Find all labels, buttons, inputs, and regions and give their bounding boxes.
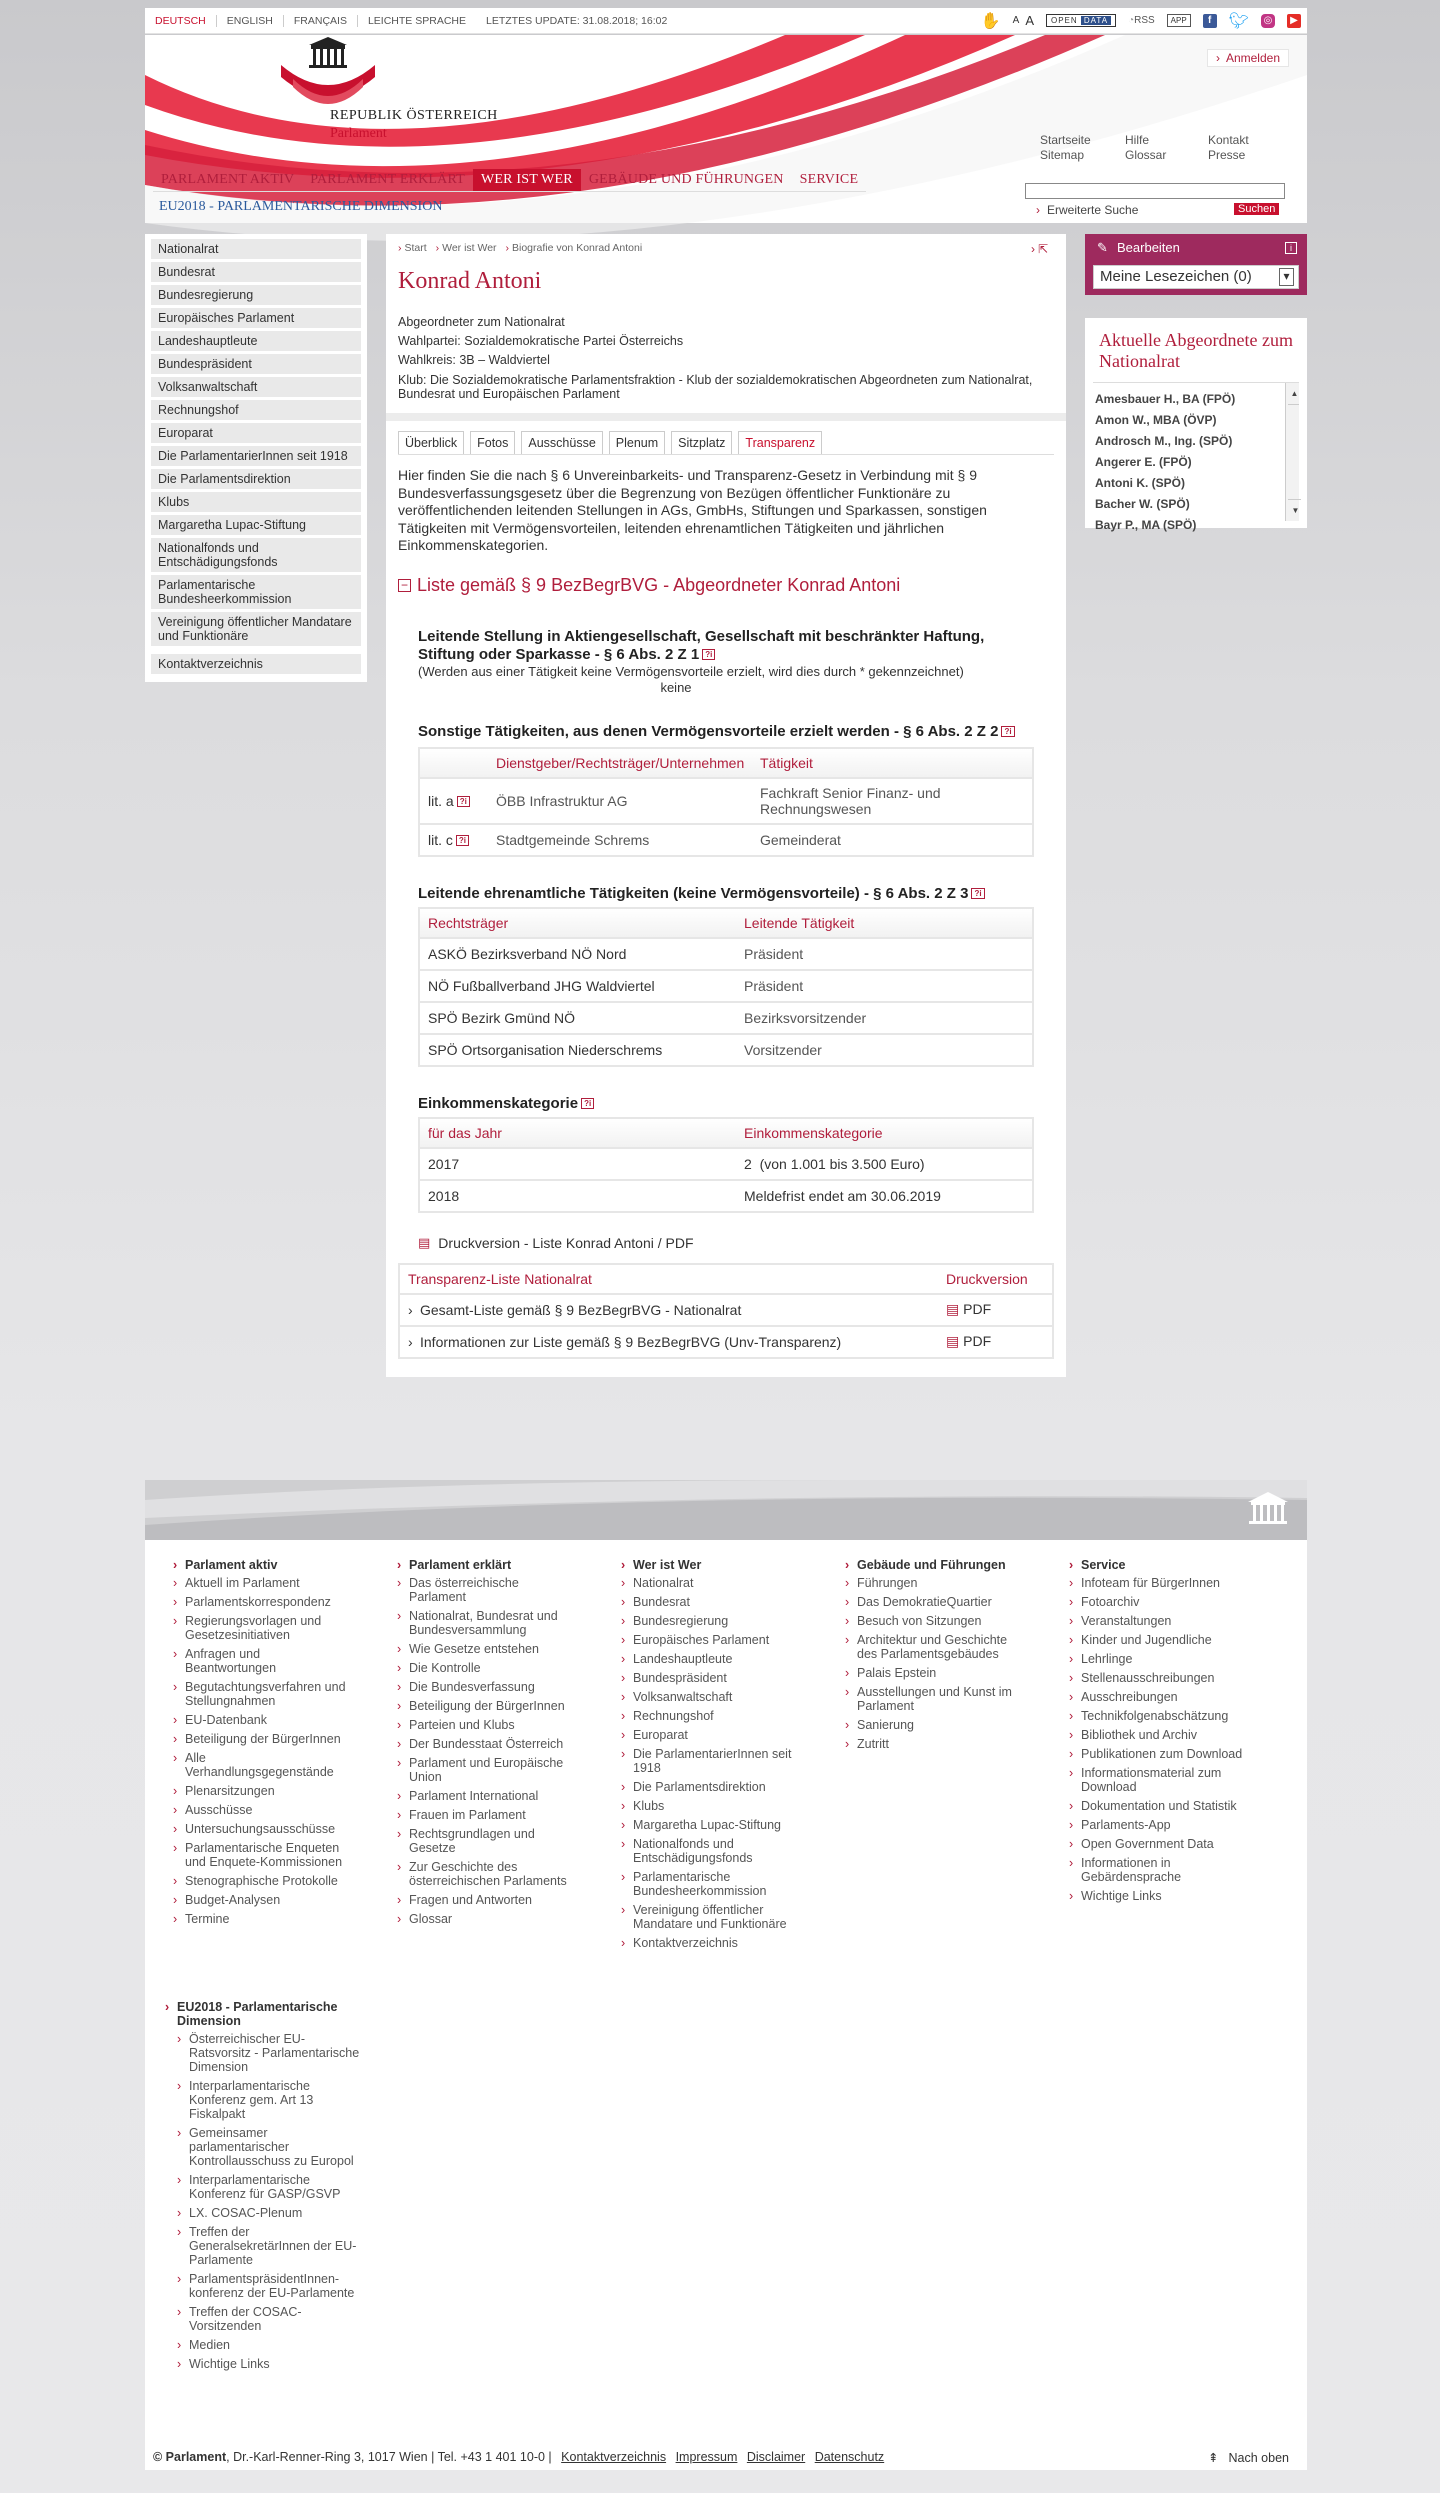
site-footer bbox=[145, 1480, 1307, 2470]
cell-taetigkeit: Bezirksvorsitzender bbox=[744, 1009, 867, 1026]
lang-leichte-sprache[interactable]: LEICHTE SPRACHE bbox=[367, 14, 466, 27]
footer-link[interactable]: › Alle Verhandlungsgegenstände bbox=[173, 1751, 353, 1779]
info-icon[interactable]: ?i bbox=[581, 1098, 594, 1109]
footer-link[interactable]: › Der Bundesstaat Österreich bbox=[397, 1737, 577, 1751]
sidebar-item-europaeisches-parlament[interactable]: Europäisches Parlament bbox=[151, 308, 361, 328]
last-update: LETZTES UPDATE: 31.08.2018; 16:02 bbox=[486, 14, 668, 27]
tab-ueberblick[interactable]: Überblick bbox=[398, 431, 464, 454]
logo-title: REPUBLIK ÖSTERREICH bbox=[330, 108, 498, 123]
footer-link[interactable]: › Führungen bbox=[845, 1576, 1025, 1590]
breadcrumb-start[interactable]: › Start bbox=[398, 242, 427, 254]
info-icon[interactable]: ?i bbox=[971, 888, 984, 899]
table-row bbox=[400, 1293, 1052, 1325]
footer-link[interactable]: › Rechnungshof bbox=[621, 1709, 801, 1723]
sidebar-item-bundesheerkommission[interactable]: Parlamentarische Bundesheerkommission bbox=[151, 575, 361, 609]
abgeordnete-list bbox=[1093, 382, 1300, 532]
footer-link[interactable]: › ParlamentspräsidentInnen-konferenz der EU-Parlamente bbox=[177, 2272, 365, 2300]
footer-link[interactable]: › Parlaments-App bbox=[1069, 1818, 1249, 1832]
sidebar-item-klubs[interactable]: Klubs bbox=[151, 492, 361, 512]
sidebar-item-parlamentsdirektion[interactable]: Die Parlamentsdirektion bbox=[151, 469, 361, 489]
list-item[interactable]: Androsch M., Ing. (SPÖ) bbox=[1095, 434, 1233, 448]
s2-title: Sonstige Tätigkeiten, aus denen Vermögensvorteile erzielt werden - § 6 Abs. 2 Z 2 bbox=[418, 722, 999, 740]
footer-link[interactable]: › Plenarsitzungen bbox=[173, 1784, 353, 1798]
footer-link[interactable]: › Architektur und Geschichte des Parlamentsgebäudes bbox=[845, 1633, 1025, 1661]
footer-link[interactable]: › Wie Gesetze entstehen bbox=[397, 1642, 577, 1656]
footer-link[interactable]: › LX. COSAC-Plenum bbox=[177, 2206, 365, 2220]
sign-language-icon[interactable]: ✋ bbox=[980, 12, 1001, 30]
list-section-toggle[interactable] bbox=[398, 575, 1054, 596]
person-district: Wahlkreis: 3B – Waldviertel bbox=[398, 353, 550, 367]
footer-link[interactable]: › Wichtige Links bbox=[1069, 1889, 1249, 1903]
bookmarks-select[interactable]: Meine Lesezeichen (0) ▾ bbox=[1093, 265, 1299, 289]
footer-link[interactable]: › Informationsmaterial zum Download bbox=[1069, 1766, 1249, 1794]
pdf-link[interactable] bbox=[946, 1329, 991, 1354]
footer-link[interactable]: › Technikfolgenabschätzung bbox=[1069, 1709, 1249, 1723]
section-einkommenskategorie bbox=[418, 1095, 1034, 1213]
footer-link[interactable]: › Volksanwaltschaft bbox=[621, 1690, 801, 1704]
footer-link[interactable]: › Stenographische Protokolle bbox=[173, 1874, 353, 1888]
sidebar-item-vereinigung[interactable]: Vereinigung öffentlicher Mandatare und Funktionäre bbox=[151, 612, 361, 646]
tab-fotos[interactable]: Fotos bbox=[470, 431, 515, 454]
footer-link[interactable]: › Vereinigung öffentlicher Mandatare und Funktionäre bbox=[621, 1903, 801, 1931]
language-bar bbox=[145, 8, 1307, 34]
footer-link[interactable]: › Bibliothek und Archiv bbox=[1069, 1728, 1249, 1742]
s4-table bbox=[418, 1117, 1034, 1213]
footer-link[interactable]: › Die ParlamentarierInnen seit 1918 bbox=[621, 1747, 801, 1775]
footer-link[interactable]: › Bundespräsident bbox=[621, 1671, 801, 1685]
print-link-label: Druckversion - Liste Konrad Antoni / PDF bbox=[438, 1234, 694, 1251]
breadcrumb-wer-ist-wer[interactable]: › Wer ist Wer bbox=[436, 242, 497, 254]
pdf-icon: ▤ bbox=[946, 1333, 960, 1349]
footer-col-title[interactable]: › Gebäude und Führungen bbox=[845, 1558, 1025, 1572]
table-row bbox=[420, 1001, 1032, 1033]
footer-link[interactable]: › Europäisches Parlament bbox=[621, 1633, 801, 1647]
link-label: Gesamt-Liste gemäß § 9 BezBegrBVG - Nationalrat bbox=[420, 1301, 742, 1318]
quick-links-2 bbox=[1125, 133, 1166, 163]
footer-link[interactable]: › Parlamentskorrespondenz bbox=[173, 1595, 353, 1609]
footer-link[interactable]: › Ausschreibungen bbox=[1069, 1690, 1249, 1704]
s1-title: Leitende Stellung in Aktiengesellschaft, Gesellschaft mit beschränkter Haftung, Stiftung oder Sparkasse - § 6 Abs. 2 Z 1 bbox=[418, 627, 985, 663]
footer-link[interactable]: › Das österreichische Parlament bbox=[397, 1576, 577, 1604]
footer-link[interactable]: › Fragen und Antworten bbox=[397, 1893, 577, 1907]
table-header bbox=[420, 1119, 1032, 1147]
footer-link[interactable]: › Budget-Analysen bbox=[173, 1893, 353, 1907]
list-item[interactable]: Amon W., MBA (ÖVP) bbox=[1095, 413, 1217, 427]
footer-link[interactable]: › EU-Datenbank bbox=[173, 1713, 353, 1727]
footer-link[interactable]: › Beteiligung der BürgerInnen bbox=[173, 1732, 353, 1746]
cell-jahr: 2018 bbox=[428, 1187, 460, 1204]
sidebar-item-landeshauptleute[interactable]: Landeshauptleute bbox=[151, 331, 361, 351]
open-data-label: OPEN bbox=[1051, 16, 1078, 25]
rss-link[interactable] bbox=[1128, 15, 1155, 26]
activity-cell: Gemeinderat bbox=[760, 831, 841, 848]
s1-value: keine bbox=[660, 679, 692, 695]
s3-table bbox=[418, 907, 1034, 1067]
footer-link[interactable]: › Nationalfonds und Entschädigungsfonds bbox=[621, 1837, 801, 1865]
footer-col-gebaeude bbox=[845, 1558, 1025, 1756]
footer-link[interactable]: › Parteien und Klubs bbox=[397, 1718, 577, 1732]
table-row bbox=[420, 1179, 1032, 1211]
transparency-table bbox=[398, 1263, 1054, 1359]
info-icon[interactable]: ?i bbox=[1001, 726, 1014, 737]
footer-link[interactable]: › Bundesregierung bbox=[621, 1614, 801, 1628]
cell-rechtstraeger: SPÖ Bezirk Gmünd NÖ bbox=[428, 1009, 576, 1026]
person-meta bbox=[398, 313, 1054, 401]
informationen-link[interactable]: › Informationen zur Liste gemäß § 9 BezBegrBVG (Unv-Transparenz) bbox=[408, 1333, 842, 1350]
list-item[interactable]: Bacher W. (SPÖ) bbox=[1095, 497, 1190, 511]
sidebar-item-lupac-stiftung[interactable]: Margaretha Lupac-Stiftung bbox=[151, 515, 361, 535]
sidebar-item-kontaktverzeichnis[interactable]: Kontaktverzeichnis bbox=[151, 654, 361, 674]
left-sidebar bbox=[145, 234, 367, 682]
sidebar-item-volksanwaltschaft[interactable]: Volksanwaltschaft bbox=[151, 377, 361, 397]
intro-text: Hier finden Sie die nach § 6 Unvereinbarkeits- und Transparenz-Gesetz in Verbindung mit § 9 Bundesverfassungsgesetz über die Begrenzung von Bezügen öffentlicher Funktionäre zu veröffentlichenden leitenden Stellungen in AGs, GmbHs, Stiftungen und Sparkassen, sonstigen Tätigkeiten mit Vermögensvorteilen, leitenden ehrenamtlichen Tätigkeiten und jährlichen Einkommenskategorien. bbox=[398, 467, 987, 553]
footer-link[interactable]: › Dokumentation und Statistik bbox=[1069, 1799, 1249, 1813]
tab-sitzplatz[interactable]: Sitzplatz bbox=[671, 431, 732, 454]
address: , Dr.-Karl-Renner-Ring 3, 1017 Wien | Tel. +43 1 401 10-0 | bbox=[226, 2450, 552, 2464]
footer-link[interactable]: › Termine bbox=[173, 1912, 353, 1926]
open-data-button[interactable] bbox=[1046, 14, 1116, 27]
footer-link[interactable]: › Ausschüsse bbox=[173, 1803, 353, 1817]
sidebar-item-bundesrat[interactable]: Bundesrat bbox=[151, 262, 361, 282]
footer-link[interactable]: › Wichtige Links bbox=[177, 2357, 365, 2371]
cell-rechtstraeger: NÖ Fußballverband JHG Waldviertel bbox=[428, 977, 655, 994]
table-row bbox=[420, 937, 1032, 969]
footer-link[interactable]: › Interparlamentarische Konferenz gem. Art 13 Fiskalpakt bbox=[177, 2079, 365, 2121]
footer-col-title[interactable]: › EU2018 - Parlamentarische Dimension bbox=[165, 2000, 365, 2028]
footer-link[interactable]: › Klubs bbox=[621, 1799, 801, 1813]
main-content bbox=[386, 234, 1066, 1377]
back-to-top-link[interactable] bbox=[1208, 2450, 1289, 2465]
cell-kategorie: Meldefrist endet am 30.06.2019 bbox=[744, 1187, 941, 1204]
list-item[interactable]: Antoni K. (SPÖ) bbox=[1095, 476, 1185, 490]
abgeordnete-title: Aktuelle Abgeordnete zum Nationalrat bbox=[1099, 330, 1293, 371]
footer-link[interactable]: › Europarat bbox=[621, 1728, 801, 1742]
footer-link[interactable]: › Kontaktverzeichnis bbox=[621, 1936, 801, 1950]
footer-link[interactable]: › Sanierung bbox=[845, 1718, 1025, 1732]
tab-transparenz[interactable]: Transparenz bbox=[738, 431, 822, 454]
parliament-logo[interactable] bbox=[273, 35, 383, 110]
instagram-icon[interactable]: ◎ bbox=[1261, 14, 1275, 28]
nav-parlament-aktiv[interactable]: PARLAMENT AKTIV bbox=[161, 172, 295, 187]
footer-link-datenschutz[interactable]: Datenschutz bbox=[814, 2450, 885, 2464]
person-party: Wahlpartei: Sozialdemokratische Partei Österreichs bbox=[398, 334, 684, 348]
list-item[interactable]: Amesbauer H., BA (FPÖ) bbox=[1095, 392, 1236, 406]
main-nav bbox=[153, 169, 866, 192]
cell-rechtstraeger: ASKÖ Bezirksverband NÖ Nord bbox=[428, 945, 627, 962]
bearbeiten-header bbox=[1093, 240, 1299, 255]
copyright-label: © Parlament bbox=[153, 2450, 227, 2464]
abgeordnete-panel bbox=[1085, 318, 1307, 532]
info-icon[interactable]: ?i bbox=[702, 649, 715, 660]
s4-title: Einkommenskategorie bbox=[418, 1094, 579, 1112]
sidebar-item-rechnungshof[interactable]: Rechnungshof bbox=[151, 400, 361, 420]
footer-link-impressum[interactable]: Impressum bbox=[675, 2450, 738, 2464]
cell-jahr: 2017 bbox=[428, 1155, 460, 1172]
footer-col-eu2018 bbox=[165, 2000, 365, 2376]
glossar-link[interactable]: Glossar bbox=[1125, 148, 1167, 162]
footer-link[interactable]: › Infoteam für BürgerInnen bbox=[1069, 1576, 1249, 1590]
footer-link[interactable]: › Die Parlamentsdirektion bbox=[621, 1780, 801, 1794]
quick-links-1 bbox=[1040, 133, 1091, 163]
cell-taetigkeit: Vorsitzender bbox=[744, 1041, 822, 1058]
pdf-link[interactable] bbox=[946, 1297, 991, 1322]
section-leitende-stellung bbox=[418, 628, 1034, 695]
copyright bbox=[153, 2450, 884, 2464]
employer-cell: ÖBB Infrastruktur AG bbox=[496, 792, 628, 809]
table-header bbox=[400, 1265, 1052, 1293]
rss-label: RSS bbox=[1134, 15, 1155, 26]
login-link[interactable]: › Anmelden bbox=[1207, 49, 1289, 67]
footer-link-kontaktverzeichnis[interactable]: Kontaktverzeichnis bbox=[561, 2450, 667, 2464]
footer-link[interactable]: › Open Government Data bbox=[1069, 1837, 1249, 1851]
cell-taetigkeit: Präsident bbox=[744, 945, 804, 962]
cell-rechtstraeger: SPÖ Ortsorganisation Niederschrems bbox=[428, 1041, 663, 1058]
footer-link[interactable]: › Begutachtungsverfahren und Stellungnahmen bbox=[173, 1680, 353, 1708]
cell-kategorie: 2 (von 1.001 bis 3.500 Euro) bbox=[744, 1155, 925, 1172]
cell-taetigkeit: Präsident bbox=[744, 977, 804, 994]
font-small-button[interactable]: A bbox=[1012, 15, 1020, 26]
col-header-rechtstraeger: Rechtsträger bbox=[428, 914, 509, 931]
footer-link[interactable]: › Glossar bbox=[397, 1912, 577, 1926]
nav-wer-ist-wer[interactable]: WER IST WER bbox=[473, 169, 581, 191]
col-header-kategorie: Einkommenskategorie bbox=[744, 1124, 883, 1141]
section-sonstige-taetigkeiten bbox=[418, 723, 1034, 857]
footer-link[interactable]: › Aktuell im Parlament bbox=[173, 1576, 353, 1590]
nav-service[interactable]: SERVICE bbox=[799, 172, 859, 187]
list-item[interactable]: Bayr P., MA (SPÖ) bbox=[1095, 518, 1197, 532]
footer-link[interactable]: › Treffen der GeneralsekretärInnen der EU-Parlamente bbox=[177, 2225, 365, 2267]
footer-link[interactable]: › Interparlamentarische Konferenz für GASP/GSVP bbox=[177, 2173, 365, 2201]
sidebar-item-bundespraesident[interactable]: Bundespräsident bbox=[151, 354, 361, 374]
lang-francais[interactable]: FRANÇAIS bbox=[284, 15, 358, 27]
list-title: Liste gemäß § 9 BezBegrBVG - Abgeordneter Konrad Antoni bbox=[417, 574, 901, 595]
nav-eu2018[interactable]: EU2018 - PARLAMENTARISCHE DIMENSION bbox=[159, 199, 443, 214]
hilfe-link[interactable]: Hilfe bbox=[1125, 133, 1150, 147]
logo-subtitle: Parlament bbox=[330, 126, 387, 141]
sidebar-item-bundesregierung[interactable]: Bundesregierung bbox=[151, 285, 361, 305]
page-title: Konrad Antoni bbox=[398, 268, 542, 294]
sidebar-item-europarat[interactable]: Europarat bbox=[151, 423, 361, 443]
toolbar bbox=[981, 11, 1307, 31]
footer-link[interactable]: › Parlamentarische Enqueten und Enquete-Kommissionen bbox=[173, 1841, 353, 1869]
table-header bbox=[420, 749, 1032, 777]
search-input[interactable] bbox=[1025, 183, 1285, 199]
footer-link[interactable]: › Die Kontrolle bbox=[397, 1661, 577, 1675]
quick-links-3 bbox=[1208, 133, 1249, 163]
table-row bbox=[420, 1033, 1032, 1065]
pdf-icon: ▤ bbox=[418, 1234, 431, 1250]
app-button[interactable]: APP bbox=[1167, 14, 1191, 27]
s1-note: (Werden aus einer Tätigkeit keine Vermögensvorteile erzielt, wird dies durch * gekennzeichnet) bbox=[418, 663, 964, 679]
sidebar-item-parlamentarierinnen[interactable]: Die ParlamentarierInnen seit 1918 bbox=[151, 446, 361, 466]
tabs bbox=[398, 421, 1054, 455]
employer-cell: Stadtgemeinde Schrems bbox=[496, 831, 650, 848]
footer-link[interactable]: › Informationen in Gebärdensprache bbox=[1069, 1856, 1249, 1884]
footer-link[interactable]: › Die Bundesverfassung bbox=[397, 1680, 577, 1694]
breadcrumb-current: › Biografie von Konrad Antoni bbox=[505, 242, 642, 254]
advanced-search-link[interactable]: › Erweiterte Suche bbox=[1047, 203, 1138, 217]
footer-link[interactable]: › Das DemokratieQuartier bbox=[845, 1595, 1025, 1609]
footer-link[interactable]: › Nationalrat bbox=[621, 1576, 801, 1590]
site-header bbox=[145, 35, 1307, 223]
footer-link[interactable]: › Landeshauptleute bbox=[621, 1652, 801, 1666]
rss-icon: ◔ bbox=[1128, 15, 1135, 26]
lit-label: lit. a bbox=[428, 792, 454, 809]
footer-link[interactable]: › Beteiligung der BürgerInnen bbox=[397, 1699, 577, 1713]
footer-col-title[interactable]: › Parlament aktiv bbox=[173, 1558, 353, 1572]
footer-link[interactable]: › Treffen der COSAC-Vorsitzenden bbox=[177, 2305, 365, 2333]
footer-link[interactable]: › Zur Geschichte des österreichischen Parlaments bbox=[397, 1860, 577, 1888]
footer-link[interactable]: › Medien bbox=[177, 2338, 365, 2352]
col-header-taetigkeit: Leitende Tätigkeit bbox=[744, 914, 855, 931]
table-row bbox=[400, 1325, 1052, 1357]
bearbeiten-title: ✎ Bearbeiten bbox=[1117, 240, 1180, 255]
info-icon[interactable]: ?i bbox=[457, 796, 470, 807]
pdf-icon: ▤ bbox=[946, 1301, 960, 1317]
col-header-druck: Druckversion bbox=[946, 1270, 1028, 1287]
footer-link[interactable]: › Österreichischer EU-Ratsvorsitz - Parlamentarische Dimension bbox=[177, 2032, 365, 2074]
footer-link[interactable]: › Zutritt bbox=[845, 1737, 1025, 1751]
kontakt-link[interactable]: Kontakt bbox=[1208, 133, 1249, 147]
footer-link[interactable]: › Gemeinsamer parlamentarischer Kontrollausschuss zu Europol bbox=[177, 2126, 365, 2168]
list-scrollbar[interactable]: ▲ ▼ bbox=[1285, 383, 1299, 521]
pdf-label: PDF bbox=[963, 1301, 992, 1317]
footer-link[interactable]: › Ausstellungen und Kunst im Parlament bbox=[845, 1685, 1025, 1713]
footer-col-service bbox=[1069, 1558, 1249, 1908]
col-header-activity: Tätigkeit bbox=[760, 754, 813, 771]
footer-link[interactable]: › Parlament und Europäische Union bbox=[397, 1756, 577, 1784]
footer-link[interactable]: › Parlament International bbox=[397, 1789, 577, 1803]
footer-link[interactable]: › Besuch von Sitzungen bbox=[845, 1614, 1025, 1628]
open-data-label-b: DATA bbox=[1081, 16, 1111, 25]
lit-label: lit. c bbox=[428, 831, 453, 848]
twitter-icon[interactable]: 🐦︎ bbox=[1228, 12, 1249, 30]
section-ehrenamtliche-taetigkeiten bbox=[418, 885, 1034, 1067]
footer-link[interactable]: › Fotoarchiv bbox=[1069, 1595, 1249, 1609]
footer-col-parlament-aktiv bbox=[173, 1558, 353, 1931]
tab-plenum[interactable]: Plenum bbox=[609, 431, 665, 454]
back-to-top-label: Nach oben bbox=[1228, 2451, 1289, 2465]
lang-english[interactable]: ENGLISH bbox=[217, 15, 284, 27]
footer-link[interactable]: › Regierungsvorlagen und Gesetzesinitiativen bbox=[173, 1614, 353, 1642]
table-row bbox=[420, 777, 1032, 823]
person-club: Klub: Die Sozialdemokratische Parlamentsfraktion - Klub der sozialdemokratischen Abgeordneten zum Nationalrat, Bundesrat und Europäischen Parlament bbox=[398, 373, 1033, 401]
footer-link[interactable]: › Bundesrat bbox=[621, 1595, 801, 1609]
table-header bbox=[420, 909, 1032, 937]
bookmark-add-icon[interactable]: › ⇱ bbox=[1031, 242, 1048, 256]
table-row bbox=[420, 969, 1032, 1001]
footer-parliament-icon bbox=[1243, 1490, 1293, 1530]
pdf-label: PDF bbox=[963, 1333, 992, 1349]
font-large-button[interactable]: A bbox=[1025, 13, 1034, 28]
search-button[interactable]: Suchen bbox=[1234, 203, 1279, 215]
footer-swoosh-graphic bbox=[145, 1480, 1307, 1540]
col-header-liste: Transparenz-Liste Nationalrat bbox=[408, 1270, 592, 1287]
arrow-up-icon: ⇞ bbox=[1208, 2451, 1219, 2465]
col-header-employer: Dienstgeber/Rechtsträger/Unternehmen bbox=[496, 754, 745, 771]
footer-link[interactable]: › Anfragen und Beantwortungen bbox=[173, 1647, 353, 1675]
footer-link[interactable]: › Publikationen zum Download bbox=[1069, 1747, 1249, 1761]
youtube-icon[interactable]: ▶ bbox=[1287, 14, 1301, 28]
footer-link[interactable]: › Margaretha Lupac-Stiftung bbox=[621, 1818, 801, 1832]
link-label: Informationen zur Liste gemäß § 9 BezBegrBVG (Unv-Transparenz) bbox=[420, 1333, 842, 1350]
footer-link[interactable]: › Rechtsgrundlagen und Gesetze bbox=[397, 1827, 577, 1855]
info-icon[interactable]: i bbox=[1285, 242, 1297, 254]
footer-link[interactable]: › Nationalrat, Bundesrat und Bundesversammlung bbox=[397, 1609, 577, 1637]
sidebar-item-nationalrat[interactable]: Nationalrat bbox=[151, 239, 361, 259]
footer-col-title[interactable]: › Service bbox=[1069, 1558, 1249, 1572]
info-icon[interactable]: ?i bbox=[456, 835, 469, 846]
footer-col-title[interactable]: › Parlament erklärt bbox=[397, 1558, 577, 1572]
collapse-icon: − bbox=[398, 579, 411, 592]
lang-deutsch[interactable]: DEUTSCH bbox=[145, 15, 217, 27]
footer-col-parlament-erklaert bbox=[397, 1558, 577, 1931]
activity-cell: Fachkraft Senior Finanz- und Rechnungswesen bbox=[760, 784, 941, 817]
footer-link[interactable]: › Frauen im Parlament bbox=[397, 1808, 577, 1822]
s3-title: Leitende ehrenamtliche Tätigkeiten (keine Vermögensvorteile) - § 6 Abs. 2 Z 3 bbox=[418, 884, 969, 902]
gesamt-liste-link[interactable]: › Gesamt-Liste gemäß § 9 BezBegrBVG - Nationalrat bbox=[408, 1301, 742, 1318]
footer-link[interactable]: › Parlamentarische Bundesheerkommission bbox=[621, 1870, 801, 1898]
footer-link[interactable]: › Kinder und Jugendliche bbox=[1069, 1633, 1249, 1647]
nav-parlament-erklaert[interactable]: PARLAMENT ERKLÄRT bbox=[310, 172, 465, 187]
footer-link[interactable]: › Veranstaltungen bbox=[1069, 1614, 1249, 1628]
footer-link[interactable]: › Stellenausschreibungen bbox=[1069, 1671, 1249, 1685]
print-link[interactable] bbox=[418, 1235, 1034, 1251]
startseite-link[interactable]: Startseite bbox=[1040, 133, 1091, 147]
person-role: Abgeordneter zum Nationalrat bbox=[398, 315, 565, 329]
sitemap-link[interactable]: Sitemap bbox=[1040, 148, 1085, 162]
footer-link[interactable]: › Untersuchungsausschüsse bbox=[173, 1822, 353, 1836]
table-row bbox=[420, 823, 1032, 855]
table-row bbox=[420, 1147, 1032, 1179]
sidebar-item-nationalfonds[interactable]: Nationalfonds und Entschädigungsfonds bbox=[151, 538, 361, 572]
bearbeiten-panel bbox=[1085, 234, 1307, 295]
s2-table bbox=[418, 747, 1034, 857]
footer-col-wer-ist-wer bbox=[621, 1558, 801, 1955]
col-header-jahr: für das Jahr bbox=[428, 1124, 502, 1141]
list-item[interactable]: Angerer E. (FPÖ) bbox=[1095, 455, 1192, 469]
nav-gebaeude-fuehrungen[interactable]: GEBÄUDE UND FÜHRUNGEN bbox=[588, 172, 784, 187]
bio-card bbox=[386, 234, 1066, 421]
breadcrumb bbox=[398, 242, 1054, 254]
facebook-icon[interactable]: f bbox=[1203, 14, 1217, 28]
footer-col-title[interactable]: › Wer ist Wer bbox=[621, 1558, 801, 1572]
presse-link[interactable]: Presse bbox=[1208, 148, 1246, 162]
footer-link-disclaimer[interactable]: Disclaimer bbox=[746, 2450, 806, 2464]
tab-ausschuesse[interactable]: Ausschüsse bbox=[521, 431, 602, 454]
footer-link[interactable]: › Lehrlinge bbox=[1069, 1652, 1249, 1666]
footer-link[interactable]: › Palais Epstein bbox=[845, 1666, 1025, 1680]
